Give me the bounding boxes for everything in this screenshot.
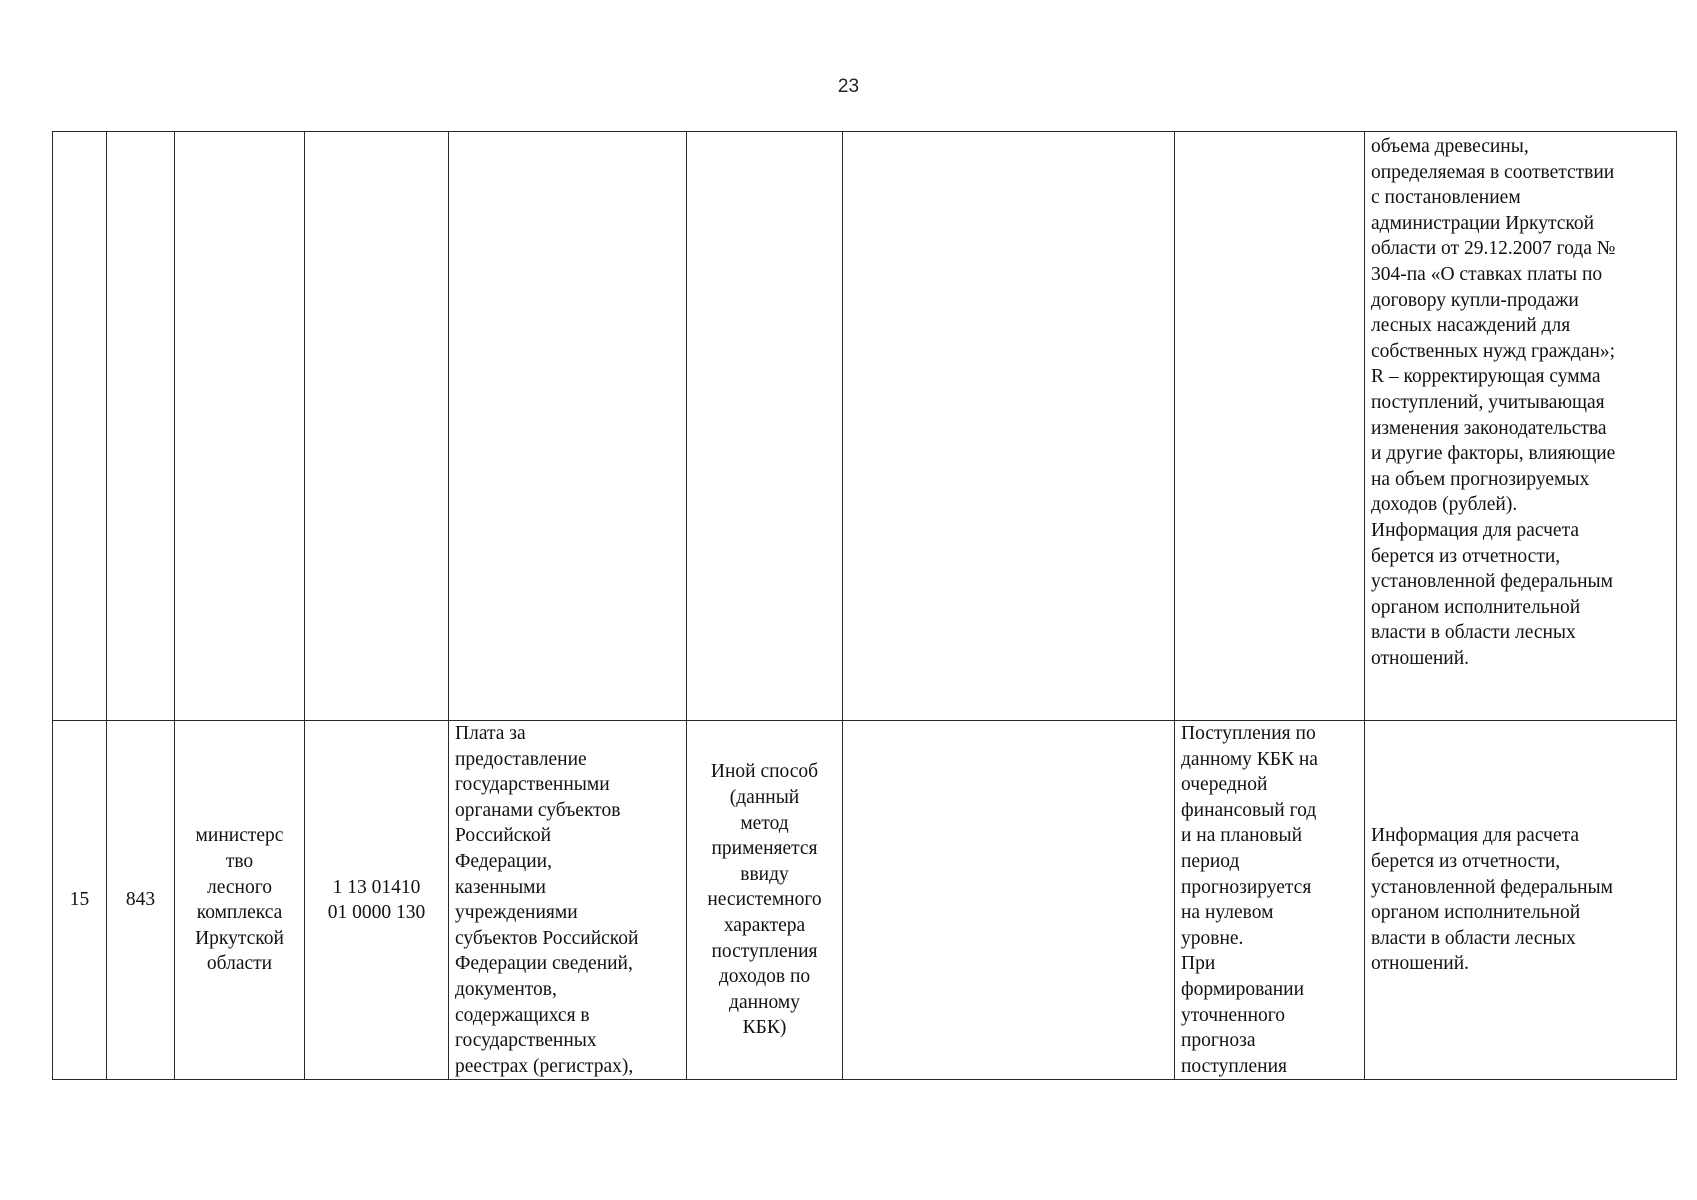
cell-kbk: [305, 132, 449, 721]
cell-code: 843: [107, 721, 175, 1080]
cell-algorithm: Поступления по данному КБК на очередной финансовый год и на плановый период прогнозируется на нулевом уровне. При формировании уточненного прогноза поступления: [1175, 721, 1365, 1080]
cell-method: Иной способ (данный метод применяется ввиду несистемного характера поступления доходов по данному КБК): [687, 721, 843, 1080]
cell-formula: [843, 721, 1175, 1080]
cell-code: [107, 132, 175, 721]
cell-number: 15: [53, 721, 107, 1080]
cell-kbk: 1 13 01410 01 0000 130: [305, 721, 449, 1080]
cell-description: Информация для расчета берется из отчетности, установленной федеральным органом исполнительной власти в области лесных отношений.: [1365, 721, 1677, 1080]
cell-number: [53, 132, 107, 721]
cell-administrator: министерс тво лесного комплекса Иркутской области: [175, 721, 305, 1080]
cell-formula: [843, 132, 1175, 721]
cell-algorithm: [1175, 132, 1365, 721]
cell-income-name: Плата за предоставление государственными органами субъектов Российской Федерации, казенными учреждениями субъектов Российской Федерации сведений, документов, содержащихся в государственных реестрах (регистрах),: [449, 721, 687, 1080]
cell-income-name: [449, 132, 687, 721]
cell-method: [687, 132, 843, 721]
cell-description: объема древесины, определяемая в соответствии с постановлением администрации Иркутской области от 29.12.2007 года № 304-па «О ставках платы по договору купли-продажи лесных насаждений для собственных нужд граждан»; R – корректирующая сумма поступлений, учитывающая изменения законодательства и другие факторы, влияющие на объем прогнозируемых доходов (рублей). Информация для расчета берется из отчетности, установленной федеральным органом исполнительной власти в области лесных отношений.: [1365, 132, 1677, 721]
document-table: [52, 131, 1677, 1080]
cell-administrator: [175, 132, 305, 721]
table-row: [53, 721, 1677, 1080]
table-row: [53, 132, 1677, 721]
page-number: 23: [837, 76, 860, 97]
